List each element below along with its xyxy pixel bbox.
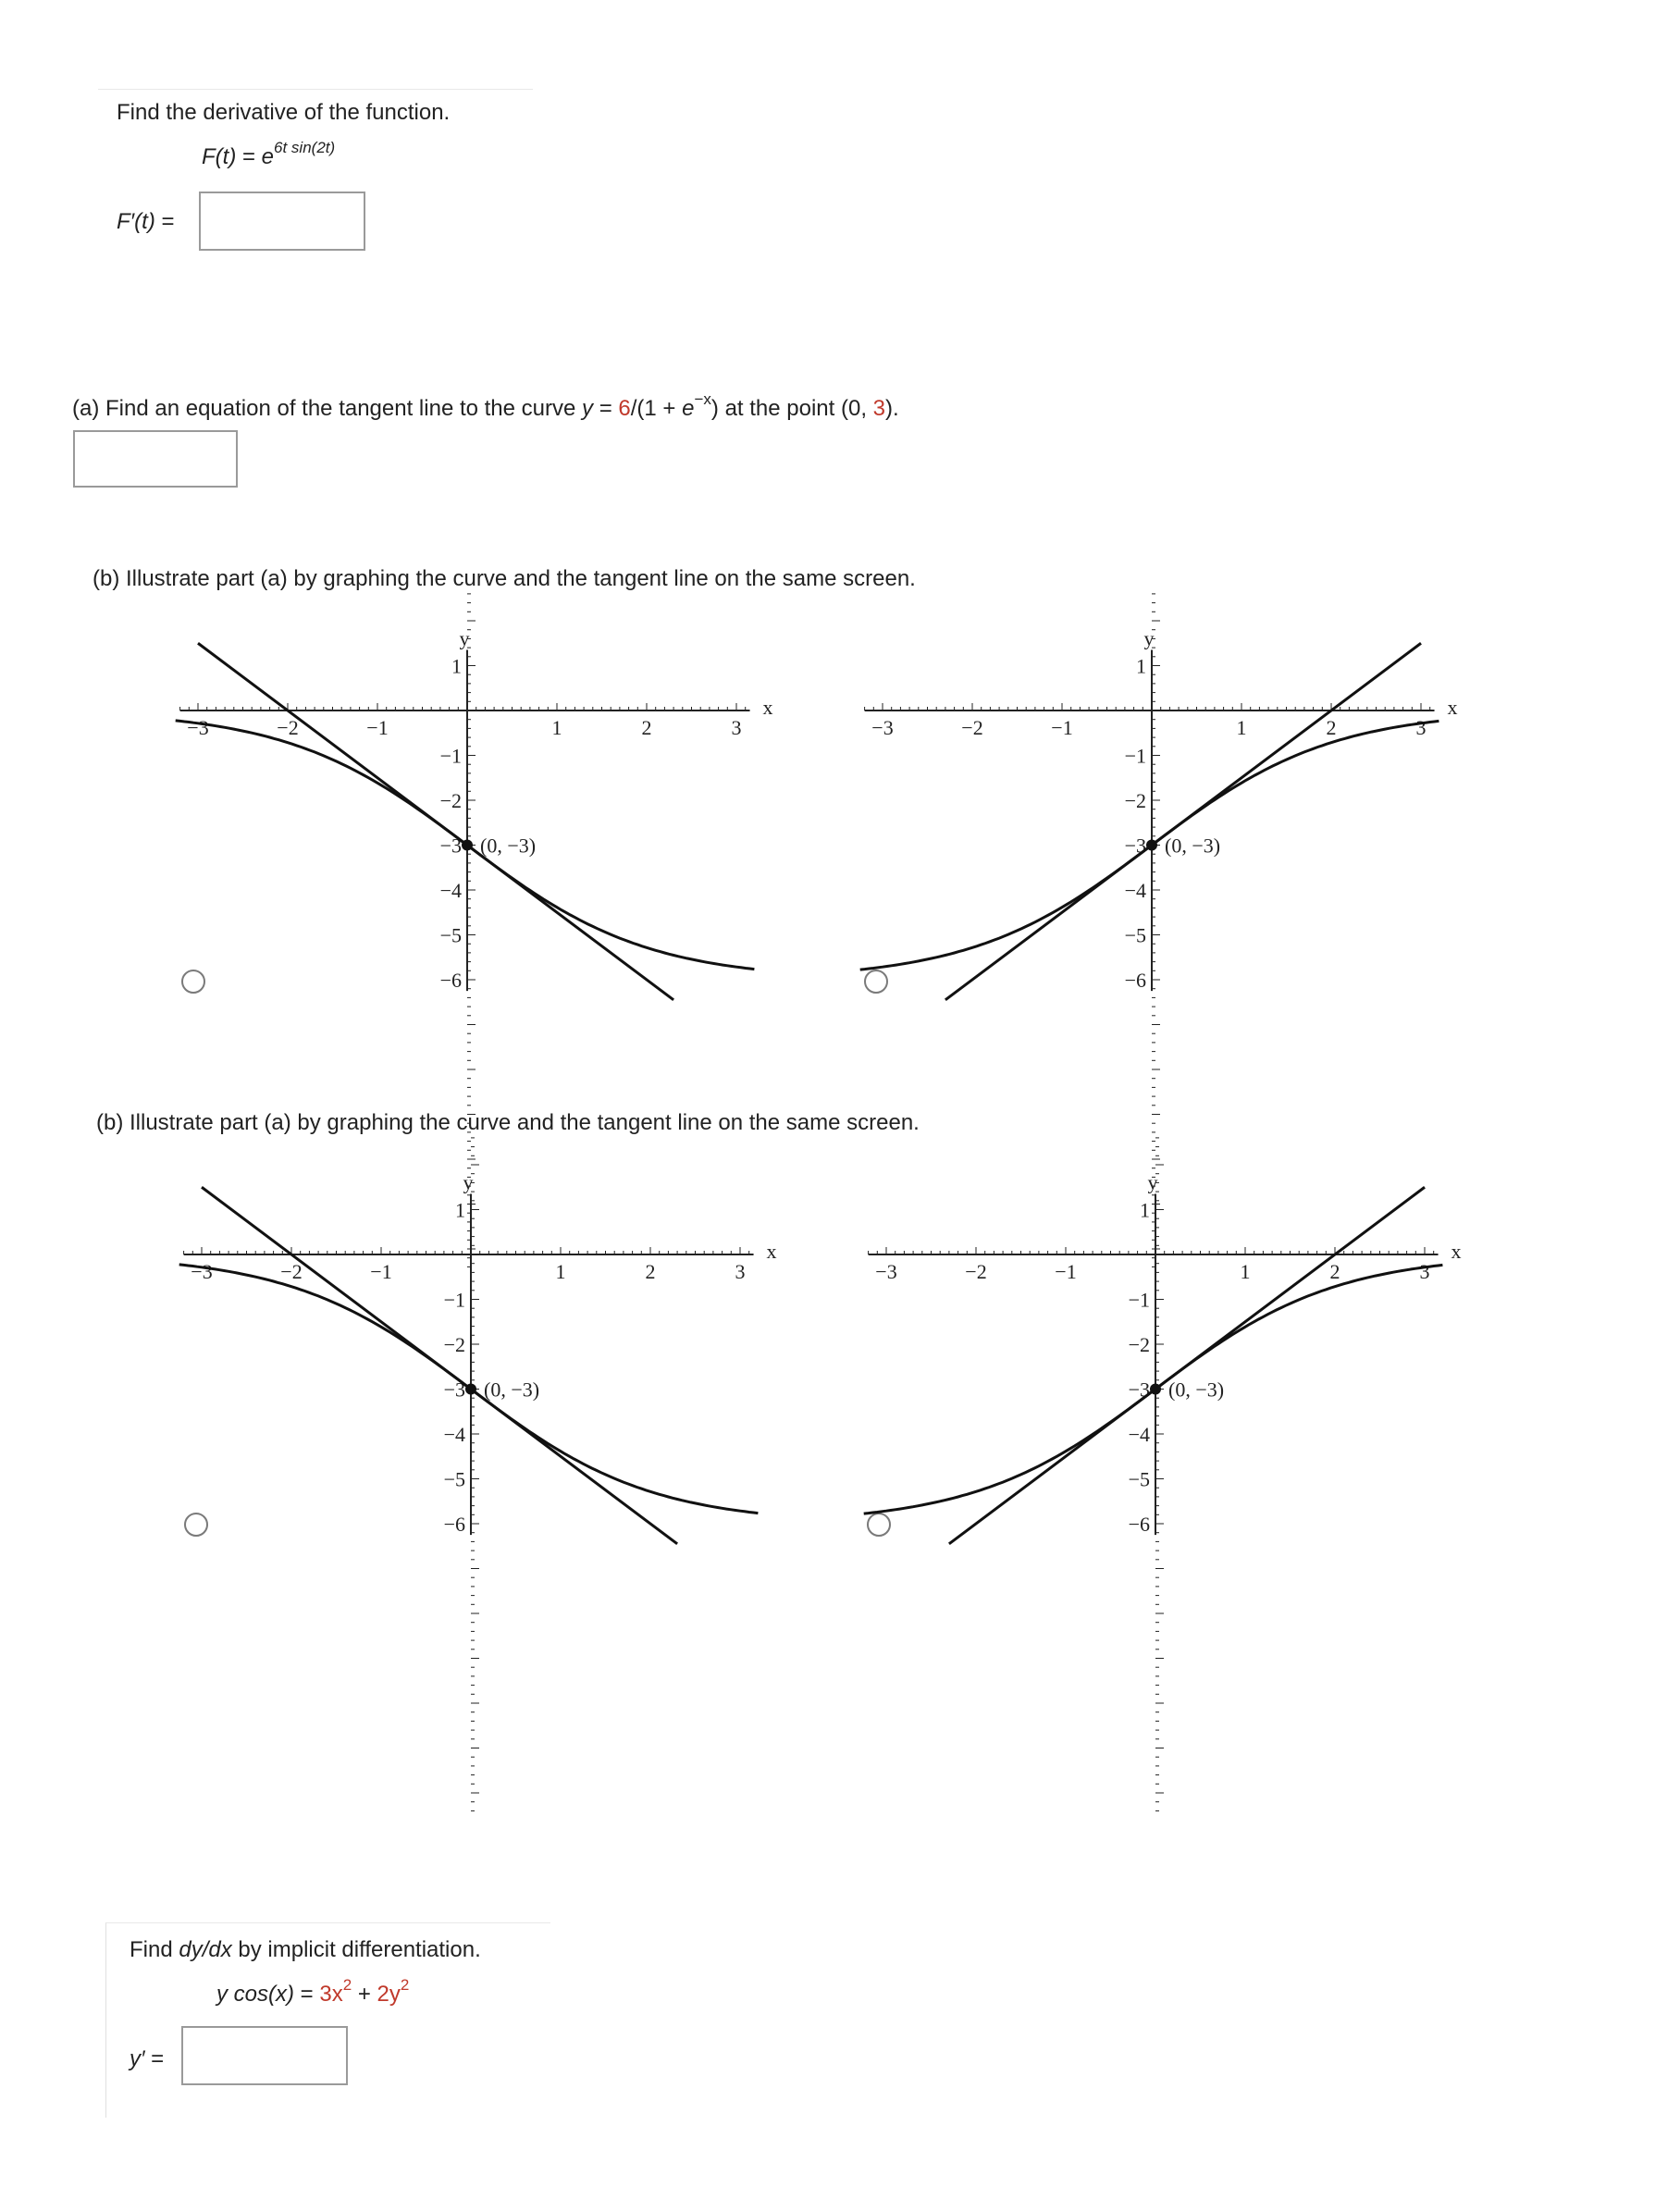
graph-2-x-tick-label: −3 bbox=[871, 716, 894, 739]
q3-prompt-math: dy/dx bbox=[179, 1937, 232, 1962]
graph-4-y-tick-label: −5 bbox=[1128, 1467, 1150, 1491]
graph-3-y-tick-label: −3 bbox=[443, 1378, 465, 1402]
q1-answer-input[interactable] bbox=[199, 192, 365, 251]
graph-1-point-label: (0, −3) bbox=[480, 834, 537, 858]
q2a-rest-open: /(1 + bbox=[630, 396, 683, 421]
graph-option-4 bbox=[875, 1145, 1498, 1540]
graph-2-x-tick-label: −1 bbox=[1051, 716, 1073, 739]
q3-rhs-b: 2y bbox=[377, 1982, 401, 2007]
graph-2-y-tick-label: −1 bbox=[1124, 744, 1146, 768]
graph-1-x-tick-label: −2 bbox=[277, 716, 299, 739]
graph-1-x-tick-label: −1 bbox=[366, 716, 389, 739]
graph-2-y-tick-label: −4 bbox=[1124, 879, 1146, 902]
q2b-prompt-2: (b) Illustrate part (a) by graphing the curve and the tangent line on the same screen. bbox=[96, 1110, 920, 1135]
q3-rhs-b-exp: 2 bbox=[400, 1976, 410, 1994]
graph-1-y-tick-label: −6 bbox=[439, 969, 462, 992]
q1-function-lhs: F(t) bbox=[202, 144, 237, 169]
q1-prompt: Find the derivative of the function. bbox=[117, 100, 451, 125]
q3-answer-label-text: y′ bbox=[130, 2046, 145, 2071]
q3-prompt-pre: Find bbox=[130, 1937, 179, 1962]
graph-4-y-tick-label: −3 bbox=[1128, 1378, 1150, 1402]
graph-1-y-tick-label: −3 bbox=[439, 834, 462, 858]
graph-2-y-axis-label: y bbox=[1143, 626, 1155, 650]
graph-1-x-tick-label: 3 bbox=[731, 716, 742, 739]
q2a-answer-input[interactable] bbox=[73, 430, 238, 488]
q1-answer-equals: = bbox=[161, 209, 175, 234]
graph-2-y-tick-label: −2 bbox=[1124, 789, 1146, 812]
graph-4-y-tick-label: −1 bbox=[1128, 1288, 1150, 1312]
q2a-prompt bbox=[72, 390, 899, 422]
q3-plus: + bbox=[352, 1982, 377, 2007]
graph-3-x-tick-label: 2 bbox=[645, 1260, 656, 1283]
graph-1-y-tick-label: 1 bbox=[451, 654, 462, 678]
graph-3-y-tick-label: −4 bbox=[443, 1423, 465, 1446]
q3-lhs: y cos(x) bbox=[216, 1982, 294, 2007]
graph-2-x-tick-label: 1 bbox=[1236, 716, 1247, 739]
graph-4-x-tick-label: −1 bbox=[1055, 1260, 1077, 1283]
graph-2-y-tick-label: −6 bbox=[1124, 969, 1146, 992]
graph-2-tangent-point bbox=[1146, 840, 1157, 851]
q2b-prompt-1: (b) Illustrate part (a) by graphing the curve and the tangent line on the same screen. bbox=[93, 566, 916, 591]
graph-1-y-axis-label: y bbox=[459, 626, 470, 650]
graph-option-1 bbox=[187, 601, 809, 996]
graph-3-x-tick-label: −2 bbox=[280, 1260, 303, 1283]
graph-2-y-tick-label: 1 bbox=[1136, 654, 1146, 678]
q3-rhs-a: 3x bbox=[319, 1982, 343, 2007]
graph-1-tangent-point bbox=[462, 840, 473, 851]
graph-1-x-tick-label: −3 bbox=[187, 716, 209, 739]
q2a-suffix: ). bbox=[885, 396, 899, 421]
graph-4-x-tick-label: 1 bbox=[1240, 1260, 1251, 1283]
graph-1-x-axis-label: x bbox=[762, 696, 773, 719]
graph-1-tangent-line bbox=[198, 643, 673, 1000]
graph-2-point-label: (0, −3) bbox=[1165, 834, 1221, 858]
graph-1-y-tick-label: −5 bbox=[439, 923, 462, 947]
graph-2-x-tick-label: 2 bbox=[1326, 716, 1337, 739]
q3-equation bbox=[216, 1976, 410, 2008]
q2a-e-base: e bbox=[682, 396, 695, 421]
graph-3-point-label: (0, −3) bbox=[484, 1378, 540, 1402]
q1-answer-label bbox=[117, 209, 175, 235]
graph-3-y-tick-label: −5 bbox=[443, 1467, 465, 1491]
graph-4-x-tick-label: 2 bbox=[1329, 1260, 1340, 1283]
q1-answer-label-text: F′(t) bbox=[117, 209, 155, 234]
graph-4-y-tick-label: −2 bbox=[1128, 1333, 1150, 1356]
graph-4-x-axis-label: x bbox=[1451, 1240, 1462, 1263]
graph-2-y-tick-label: −3 bbox=[1124, 834, 1146, 858]
graph-3-y-tick-label: −6 bbox=[443, 1513, 465, 1536]
q3-answer-label bbox=[130, 2046, 164, 2072]
graph-1-x-tick-label: 1 bbox=[551, 716, 562, 739]
graph-3-y-tick-label: −2 bbox=[443, 1333, 465, 1356]
q3-answer-input[interactable] bbox=[181, 2026, 348, 2085]
graph-3-x-tick-label: 3 bbox=[735, 1260, 746, 1283]
graph-4-x-tick-label: 3 bbox=[1419, 1260, 1430, 1283]
graph-3-x-axis-label: x bbox=[766, 1240, 777, 1263]
graph-3-y-tick-label: 1 bbox=[455, 1198, 465, 1222]
graph-2-x-tick-label: 3 bbox=[1415, 716, 1427, 739]
graph-4-point-label: (0, −3) bbox=[1168, 1378, 1225, 1402]
q3-rhs-a-exp: 2 bbox=[342, 1976, 352, 1994]
q3-prompt-post: by implicit differentiation. bbox=[231, 1937, 481, 1962]
q2a-y-var: y bbox=[582, 396, 594, 421]
graph-1-y-tick-label: −4 bbox=[439, 879, 462, 902]
graph-1-y-tick-label: −2 bbox=[439, 789, 462, 812]
graph-4-x-tick-label: −2 bbox=[965, 1260, 987, 1283]
q2a-eq: = bbox=[593, 396, 619, 421]
graph-4-y-tick-label: −4 bbox=[1128, 1423, 1150, 1446]
q1-function-exponent: 6t sin(2t) bbox=[274, 139, 336, 156]
graph-3-tangent-line bbox=[202, 1187, 677, 1544]
graph-1-x-tick-label: 2 bbox=[641, 716, 652, 739]
graph-4-tangent-point bbox=[1150, 1384, 1161, 1395]
graph-3-x-tick-label: −1 bbox=[370, 1260, 392, 1283]
q1-function-equals: = bbox=[241, 144, 255, 169]
graph-3-y-axis-label: y bbox=[463, 1170, 474, 1194]
graph-option-4-svg bbox=[875, 1145, 1498, 1536]
q2a-numerator: 6 bbox=[618, 396, 631, 421]
graph-option-3-svg bbox=[191, 1145, 813, 1536]
graph-option-1-svg bbox=[187, 601, 809, 992]
q2a-rest-close: ) at the point (0, bbox=[710, 396, 873, 421]
graph-option-2-svg bbox=[871, 601, 1494, 992]
graph-2-y-tick-label: −5 bbox=[1124, 923, 1146, 947]
q1-function bbox=[202, 139, 336, 170]
graph-option-2 bbox=[871, 601, 1494, 996]
graph-3-x-tick-label: −3 bbox=[191, 1260, 213, 1283]
q1-function-base: e bbox=[261, 144, 275, 169]
graph-4-y-tick-label: −6 bbox=[1128, 1513, 1150, 1536]
q2a-e-exponent: −x bbox=[694, 390, 711, 408]
q2a-point-y: 3 bbox=[872, 396, 886, 421]
graph-3-y-tick-label: −1 bbox=[443, 1288, 465, 1312]
q3-prompt bbox=[130, 1937, 481, 1963]
graph-option-3 bbox=[191, 1145, 813, 1540]
graph-4-y-axis-label: y bbox=[1147, 1170, 1158, 1194]
graph-1-y-tick-label: −1 bbox=[439, 744, 462, 768]
q2a-prefix: (a) Find an equation of the tangent line to the curve bbox=[72, 396, 583, 421]
graph-2-tangent-line bbox=[945, 643, 1421, 1000]
graph-3-x-tick-label: 1 bbox=[555, 1260, 566, 1283]
graph-4-y-tick-label: 1 bbox=[1140, 1198, 1150, 1222]
graph-2-x-axis-label: x bbox=[1447, 696, 1458, 719]
graph-3-tangent-point bbox=[465, 1384, 476, 1395]
graph-2-x-tick-label: −2 bbox=[961, 716, 983, 739]
q3-equals: = bbox=[294, 1982, 320, 2007]
graph-4-tangent-line bbox=[949, 1187, 1425, 1544]
q3-answer-equals: = bbox=[151, 2046, 165, 2071]
graph-4-x-tick-label: −3 bbox=[875, 1260, 897, 1283]
